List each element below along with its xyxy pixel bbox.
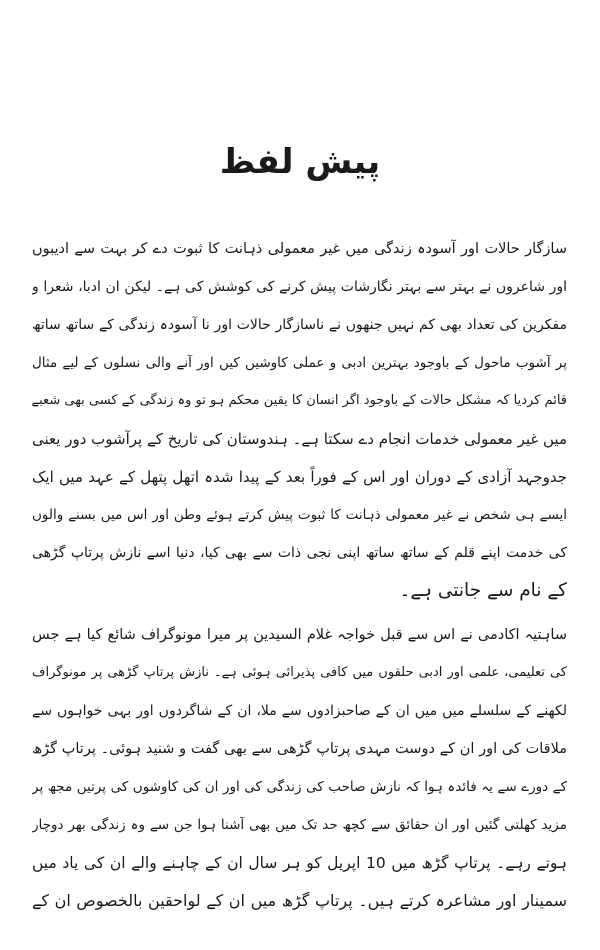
text-line: ساہتیہ اکادمی نے اس سے قبل خواجہ غلام السیدین پر میرا مونوگراف شائع کیا ہے جس — [32, 627, 567, 643]
text-line: مزید کھلتی گئیں اور ان حقائق سے کچھ حد تک میں بھی آشنا ہوا جن سے وہ زندگی بھر دوچار — [32, 817, 567, 833]
page-title: پیش لفظ — [219, 142, 381, 182]
text-line: کی خدمت اپنے قلم کے ساتھ ساتھ اپنی نجی ذات سے بھی کیا، دنیا اسے نازش پرتاپ گڑھی — [32, 545, 567, 561]
text-line: قائم کردیا کہ مشکل حالات کے باوجود اگر انسان کا یقین محکم ہو تو وہ زندگی کے کسی بھی شعبے — [32, 393, 567, 408]
paragraph-2 — [32, 616, 567, 920]
body-text — [32, 230, 567, 926]
text-line: کے دورے سے یہ فائدہ ہوا کہ نازش صاحب کی زندگی کی اور ان کی کاوشوں کی پرتیں مجھ پر — [32, 779, 567, 795]
text-line: میں غیر معمولی خدمات انجام دے سکتا ہے۔ ہندوستان کی تاریخ کے پرآشوب دور یعنی — [32, 430, 567, 448]
text-line: لکھنے کے سلسلے میں میں ان کے صاحبزادوں سے ملا، ان کے شاگردوں اور بہی خواہوں سے — [32, 703, 567, 719]
text-line: سازگار حالات اور آسودہ زندگی میں غیر معمولی ذہانت کا ثبوت دے کر بہت سے ادیبوں — [32, 241, 567, 257]
text-line: کے نام سے جانتی ہے۔ — [399, 580, 567, 601]
text-line: مفکرین کی تعداد بھی کم نہیں جنھوں نے ناسازگار حالات اور نا آسودہ زندگی کے ساتھ ساتھ — [32, 317, 567, 333]
text-line: اور شاعروں نے بہتر سے بہتر نگارشات پیش کرنے کی کوشش کی ہے۔ لیکن ان ادبا، شعرا و — [32, 279, 567, 295]
text-line: ایسے ہی شخص نے غیر معمولی ذہانت کا ثبوت پیش کرتے ہوئے وطن اور اس میں بسنے والوں — [32, 507, 567, 523]
text-line: پر آشوب ماحول کے باوجود بہترین ادبی و عملی کاوشیں کیں اور آنے والی نسلوں کے لیے مثال — [32, 355, 567, 371]
text-line: سمینار اور مشاعرہ کرتے ہیں۔ پرتاپ گڑھ میں ان کے لواحقین بالخصوص ان کے — [32, 891, 567, 910]
text-line: ہوتے رہے۔ پرتاپ گڑھ میں 10 اپریل کو ہر سال ان کے چاہنے والے ان کی یاد میں — [32, 854, 567, 872]
text-line: جدوجہد آزادی کے دوران اور اس کے فوراً بعد کے پیدا شدہ اتھل پتھل کے عہد میں ایک — [32, 468, 567, 486]
paragraph-1 — [32, 230, 567, 610]
text-line: کی تعلیمی، علمی اور ادبی حلقوں میں کافی پذیرائی ہوئی ہے۔ نازش پرتاپ گڑھی پر مونوگراف — [32, 665, 567, 680]
text-line: ملاقات کی اور ان کے دوست مہدی پرتاپ گڑھی سے بھی گفت و شنید ہوئی۔ پرتاپ گڑھ — [32, 741, 567, 757]
